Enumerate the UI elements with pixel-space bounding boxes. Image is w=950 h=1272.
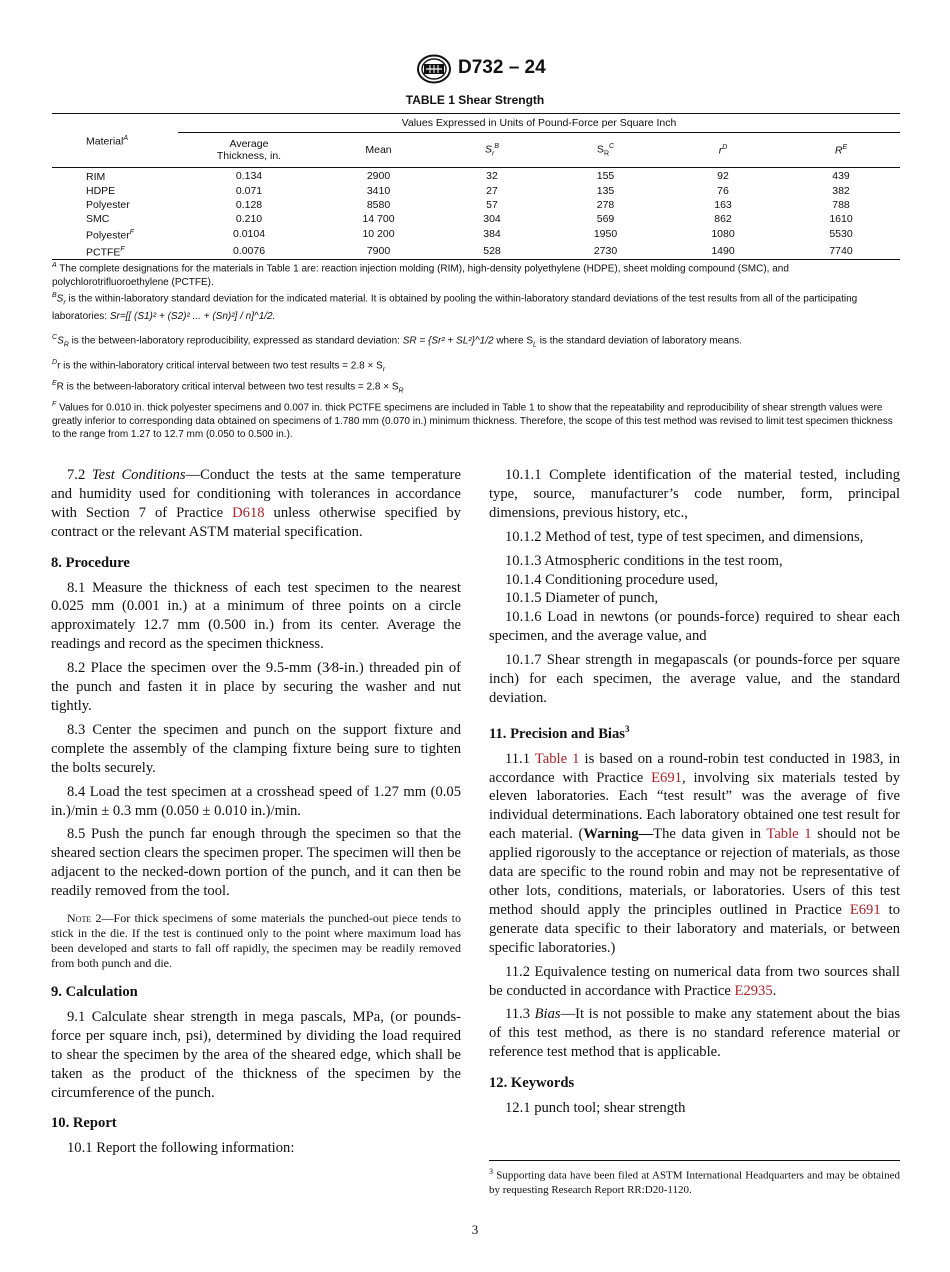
table-row: Polyester$^F$ 0.0104 10 200 384 1950 1080 5530 (86, 228, 853, 242)
table-row: RIM 0.134 2900 32 155 92 439 (86, 170, 850, 183)
footnote-a: $^A$ The complete designations for the materials in Table 1 are: reaction injection molding (RIM), high-density polyethylene (HDPE), sheet molding compound (SMC), and polychlorotrifluoroethylene (PCTFE). (52, 262, 789, 288)
footnote-3: $^3$ Supporting data have been filed at ASTM International Headquarters and may be obtained by requesting Research Report RR:D20-1120. (489, 1160, 900, 1197)
table-row: Polyester 0.128 8580 57 278 163 788 (86, 199, 850, 211)
para-8-1: 8.1 Measure the thickness of each test specimen to the nearest 0.025 mm (0.001 in.) at a minimum of three points on a circle approximately 12.7 mm (0.500 in.) from its center. Average the readings and record as the specimen thickness. (51, 579, 461, 653)
link-table-1[interactable]: Table 1 (534, 750, 580, 767)
note-2: Note 2—For thick specimens of some materials the punched-out piece tends to stick in the die. If the test is continued only to the point where maximum load has been developed and starts to fall off rapidly, the specimen may be readily removed from both punch and die. (51, 911, 462, 971)
col-header-sr: $S_r^B$ (437, 133, 547, 168)
para-12-1: 12.1 punch tool; shear strength (505, 1100, 686, 1117)
para-8-4: 8.4 Load the test specimen at a crosshead speed of 1.27 mm (0.05 in.)/min ± 0.3 mm (0.050 ± 0.010 in.)/min. (51, 783, 461, 819)
link-e691[interactable]: E691 (849, 901, 881, 918)
para-8-3: 8.3 Center the specimen and punch on the support fixture and complete the assembly of the clamping fixture being sure to tighten the bolts securely. (51, 721, 461, 776)
link-table-1[interactable]: Table 1 (766, 826, 812, 843)
footnote-e: $^E$R is the between-laboratory critical interval between two test results = $2.8 \times S_R$ (52, 380, 404, 395)
table-row: HDPE 0.071 3410 27 135 76 382 (86, 185, 850, 197)
para-11-3: 11.3 Bias—It is not possible to make any statement about the bias of this test method, as there is no standard reference material or reference test method that is applicable. (489, 1006, 900, 1061)
link-e691[interactable]: E691 (651, 769, 682, 786)
footnote-d: $^D$r is the within-laboratory critical interval between two test results = $2.8 \times S_r$ (52, 359, 386, 374)
footnote-b: $^BS_r$ is the within-laboratory standard deviation for the indicated material. It is obtained by pooling the within-laboratory standard deviations of the test results from all of the participating laboratories: Sr=[[ (S1)² + (S2)² ... + (Sn)²] / n]^1/2. (52, 292, 858, 323)
footnote-c: $^CS_R$ is the between-laboratory reproducibility, expressed as standard deviation: SR = {Sr² + SL²}^1/2 where $S_L$ is the standard deviation of laboratory means. (52, 333, 743, 348)
page-number: 3 (471, 1222, 479, 1237)
para-9-1: 9.1 Calculate shear strength in mega pascals, MPa, (or pounds-force per square inch, psi), determined by dividing the load required to shear the specimen by the area of the sheared edge, which shall be taken as the product of the thickness of the specimen by the circumference of the punch. (51, 1008, 461, 1101)
para-10-1-6: 10.1.6 Load in newtons (or pounds-force) required to shear each specimen, and the average value, and (489, 609, 900, 645)
group-header: Values Expressed in Units of Pound-Force per Square Inch (178, 114, 900, 133)
col-header-material: Material$^A$ (52, 133, 178, 168)
shear-strength-table (52, 113, 900, 260)
col-header-R: $R^E$ (782, 133, 900, 168)
para-10-1-1: 10.1.1 Complete identification of the material tested, including type, source, manufacturer’s code number, form, principal dimensions, previous history, etc., (489, 467, 900, 521)
table-row: SMC 0.210 14 700 304 569 862 1610 (86, 213, 853, 225)
col-header-mean: Mean (320, 133, 437, 168)
link-d618[interactable]: D618 (232, 504, 265, 521)
col-header-thickness: Average Thickness, in. (178, 133, 320, 168)
para-10-1-7: 10.1.7 Shear strength in megapascals (or pounds-force per square inch) for each specimen, the average value, and the standard deviation. (489, 652, 900, 706)
heading-keywords: 12. Keywords (489, 1075, 575, 1092)
para-10-1-2: 10.1.2 Method of test, type of test specimen, and dimensions, (505, 528, 864, 545)
document-id: D732 – 24 (458, 57, 546, 78)
right-column (489, 466, 900, 1123)
col-header-sR: $S_R^C$ (547, 133, 664, 168)
heading-procedure: 8. Procedure (51, 554, 130, 571)
col-header-r: $r^D$ (664, 133, 782, 168)
footnote-f: $^F$ Values for 0.010 in. thick polyester specimens and 0.007 in. thick PCTFE specimens are included in Table 1 to show that the repeatability and reproducibility of shear strength values were greatly inferior to corresponding data obtained on specimens of 1.780 mm (0.070 in.) minimum thickness. Therefore, the scope of this test method was revised to limit test specimen thickness to the range from 1.27 to 12.7 mm (0.050 to 0.500 in.). (52, 401, 893, 441)
left-column (51, 466, 461, 1163)
para-10-1-3: 10.1.3 Atmospheric conditions in the test room, (505, 552, 783, 569)
heading-report: 10. Report (51, 1115, 117, 1132)
heading-calculation: 9. Calculation (51, 984, 138, 1001)
link-e2935[interactable]: E2935 (734, 982, 773, 999)
para-11-2: 11.2 Equivalence testing on numerical data from two sources shall be conducted in accordance with Practice E2935. (489, 963, 900, 999)
para-8-5: 8.5 Push the punch far enough through the specimen so that the sheared section clears the specimen proper. The specimen will then be adjacent to the necked-down portion of the punch, and it can then be readily removed from the tool. (51, 826, 461, 900)
table-footnotes (52, 259, 900, 442)
astm-logo-icon (416, 54, 452, 84)
para-10-1-4: 10.1.4 Conditioning procedure used, (505, 571, 719, 588)
para-10-1: 10.1 Report the following information: (67, 1140, 295, 1157)
para-11-1: 11.1 Table 1 is based on a round-robin test conducted in 1983, in accordance with Practice E691, involving six materials tested by eleven laboratories. Each “test result” was the average of five individual determinations. Each laboratory obtained one test result for each material. (Warning—The data given in Table 1 should not be applied rigorously to the acceptance or rejection of materials, as those data are specific to the round robin and may not be representative of other lots, conditions, materials, or laboratories. Users of this test method should apply the principles outlined in Practice E691 to generate data specific to their laboratory and materials, or between specific laboratories.) (489, 750, 901, 956)
heading-precision-bias: 11. Precision and Bias$^3$ (489, 723, 630, 742)
table-row: $PCTFE^F$ 0.0076 7900 528 2730 1490 7740 (52, 243, 900, 260)
para-7-2: 7.2 Test Conditions—Conduct the tests at the same temperature and humidity used for conditioning with tolerances in accordance with Section 7 of Practice D618 unless otherwise specified by contract or the relevant ASTM material specification. (51, 467, 461, 540)
para-8-2: 8.2 Place the specimen over the 9.5-mm (3⁄8-in.) threaded pin of the punch and fasten it in place by securing the washer and nut tightly. (51, 660, 461, 714)
para-10-1-5: 10.1.5 Diameter of punch, (505, 590, 659, 607)
table-title: TABLE 1 Shear Strength (405, 93, 545, 107)
page-header (0, 54, 950, 84)
